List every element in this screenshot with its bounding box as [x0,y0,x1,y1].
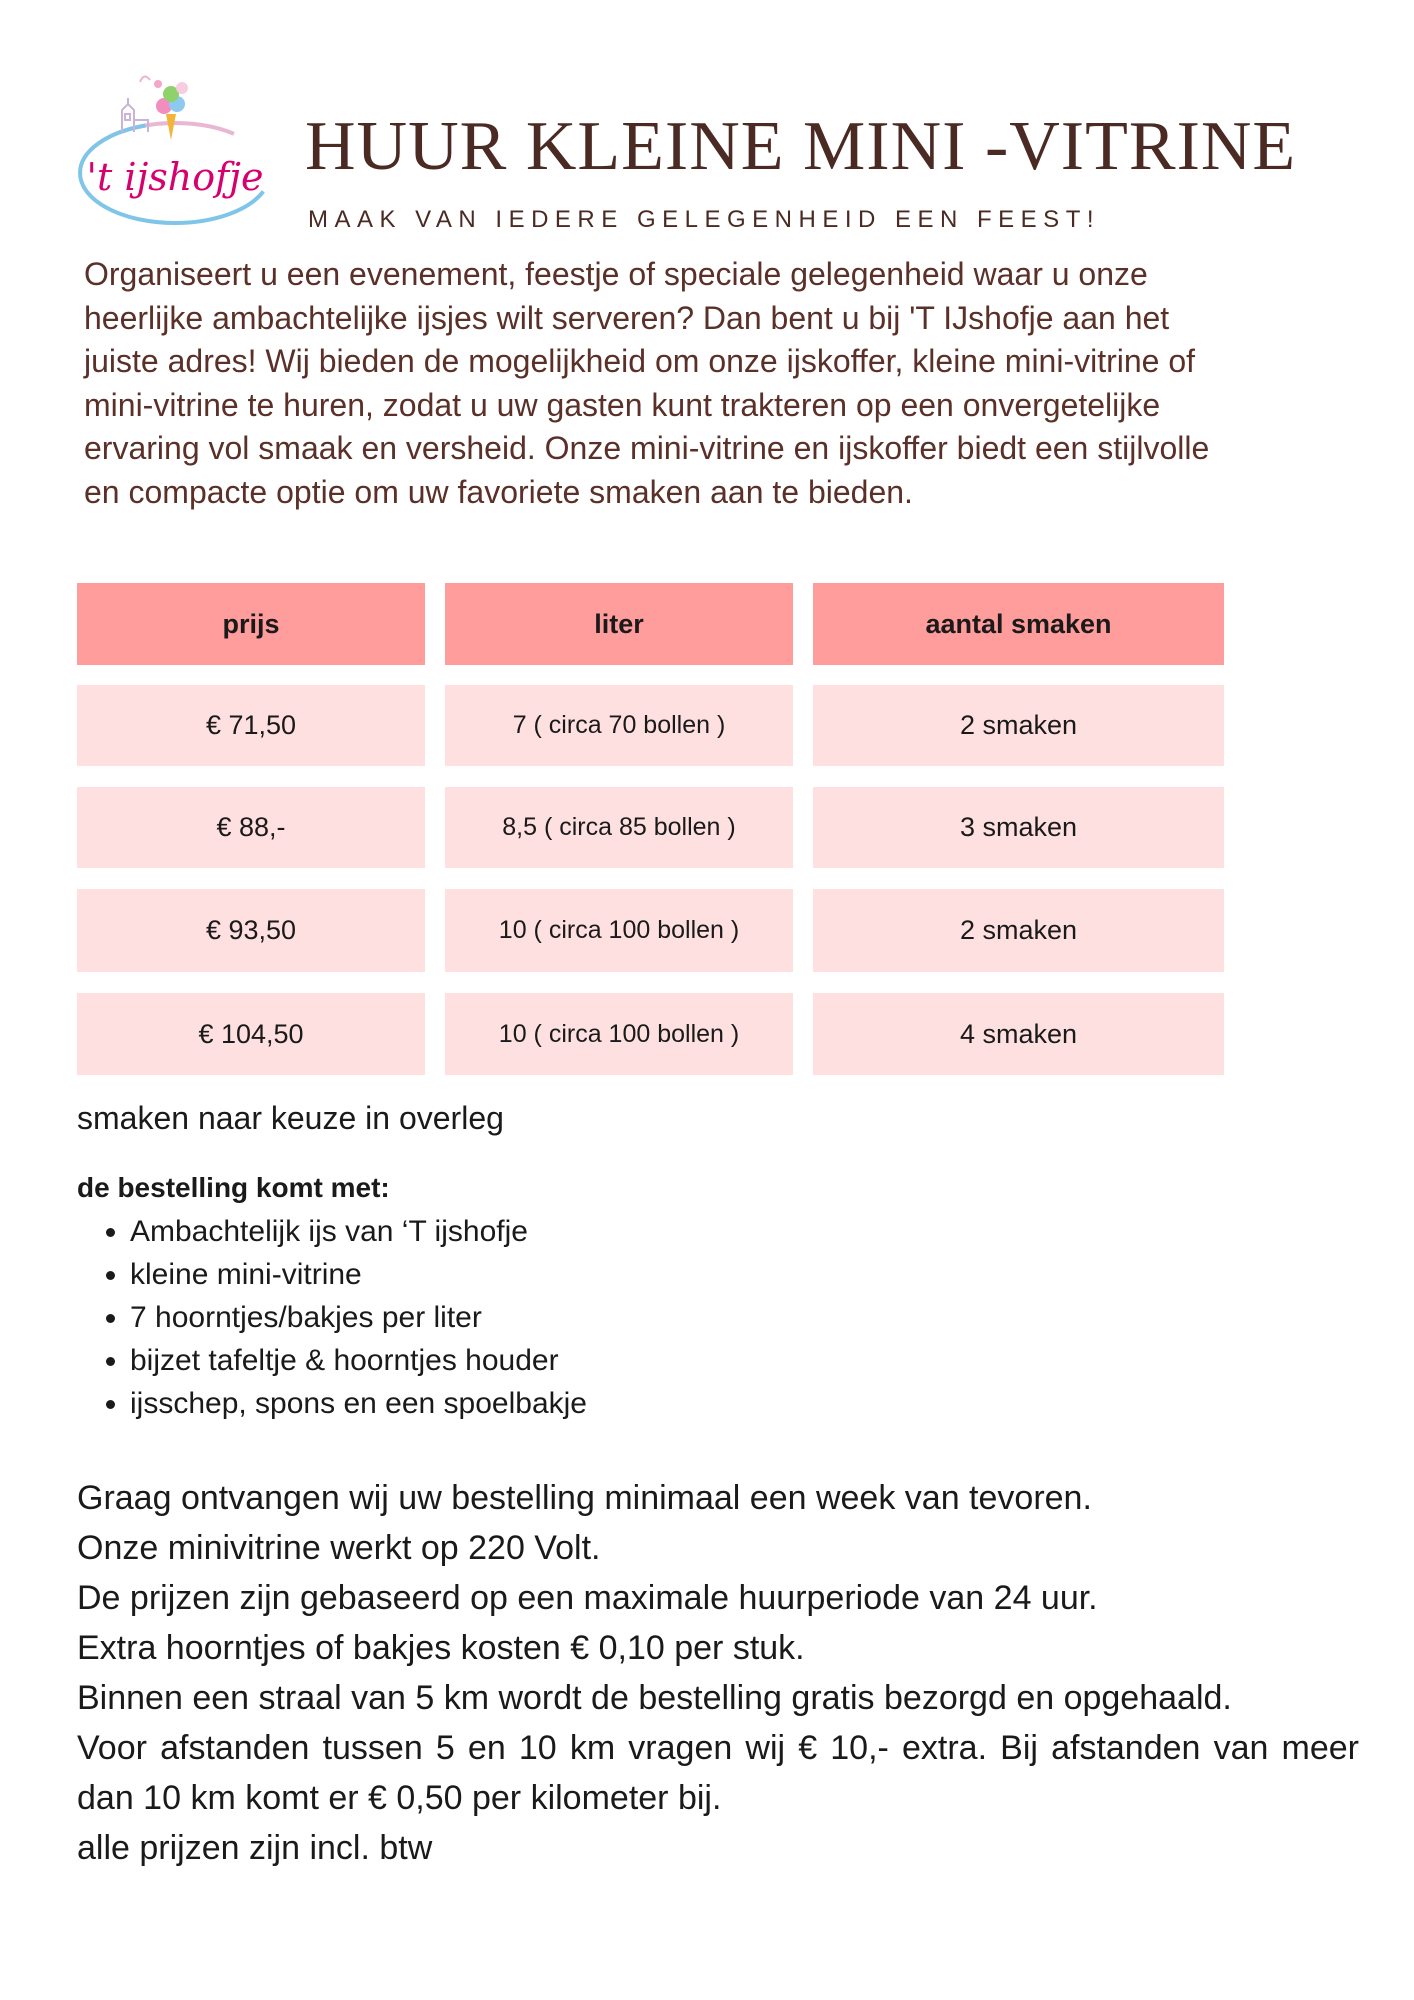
delivery-free-info: Binnen een straal van 5 km wordt de bestelling gratis bezorgd en opgehaald. [77,1679,1232,1717]
table-cell-smaken: 3 smaken [813,787,1224,868]
page-subtitle: MAAK VAN IEDERE GELEGENHEID EEN FEEST! [308,206,1101,233]
list-item: • ijsschep, spons en een spoelbakje [130,1382,587,1425]
table-cell-prijs: € 71,50 [77,685,425,766]
voltage-info: Onze minivitrine werkt op 220 Volt. [77,1529,601,1567]
table-cell-prijs: € 88,- [77,787,425,868]
table-cell-liter: 10 ( circa 100 bollen ) [445,993,793,1075]
table-header-aantal-smaken: aantal smaken [813,583,1224,665]
intro-paragraph: Organiseert u een evenement, feestje of speciale gelegenheid waar u onze heerlijke ambachtelijke ijsjes wilt serveren? Dan bent u bij 'T IJshofje aan het juiste adres! Wij bieden de mogelijkheid om onze ijskoffer, kleine mini-vitrine of mini-vitrine te huren, zodat u uw gasten kunt trakteren op een onvergetelijke ervaring vol smaak en versheid. Onze mini-vitrine en ijskoffer biedt een stijlvolle en compacte optie om uw favoriete smaken aan te bieden. [84,256,1210,510]
table-header-prijs: prijs [77,583,425,665]
page-title: HUUR KLEINE MINI -VITRINE [305,108,1297,185]
list-item: • 7 hoorntjes/bakjes per liter [130,1296,587,1339]
table-cell-smaken: 2 smaken [813,685,1224,766]
table-cell-liter: 8,5 ( circa 85 bollen ) [445,787,793,868]
includes-list [90,1210,587,1425]
table-header-liter: liter [445,583,793,665]
table-cell-liter: 10 ( circa 100 bollen ) [445,889,793,972]
order-lead-time: Graag ontvangen wij uw bestelling minimaal een week van tevoren. [77,1479,1092,1517]
list-item: • Ambachtelijk ijs van ‘T ijshofje [130,1210,587,1253]
table-cell-smaken: 2 smaken [813,889,1224,972]
includes-title: de bestelling komt met: [77,1172,390,1203]
vat-info: alle prijzen zijn incl. btw [77,1829,433,1867]
closing-info [77,1473,1359,1873]
table-cell-prijs: € 104,50 [77,993,425,1075]
table-cell-smaken: 4 smaken [813,993,1224,1075]
extra-cones-info: Extra hoorntjes of bakjes kosten € 0,10 per stuk. [77,1629,805,1667]
logo [70,70,280,240]
flavors-note: smaken naar keuze in overleg [77,1100,504,1136]
list-item: • bijzet tafeltje & hoorntjes houder [130,1339,587,1382]
rental-period-info: De prijzen zijn gebaseerd op een maximale huurperiode van 24 uur. [77,1579,1098,1617]
table-cell-prijs: € 93,50 [77,889,425,972]
delivery-distance-info: Voor afstanden tussen 5 en 10 km vragen wij € 10,- extra. Bij afstanden van meer dan 10 km komt er € 0,50 per kilometer bij. [77,1729,1359,1817]
logo-text: 't ijshofje [86,155,264,199]
list-item: • kleine mini-vitrine [130,1253,587,1296]
table-cell-liter: 7 ( circa 70 bollen ) [445,685,793,766]
